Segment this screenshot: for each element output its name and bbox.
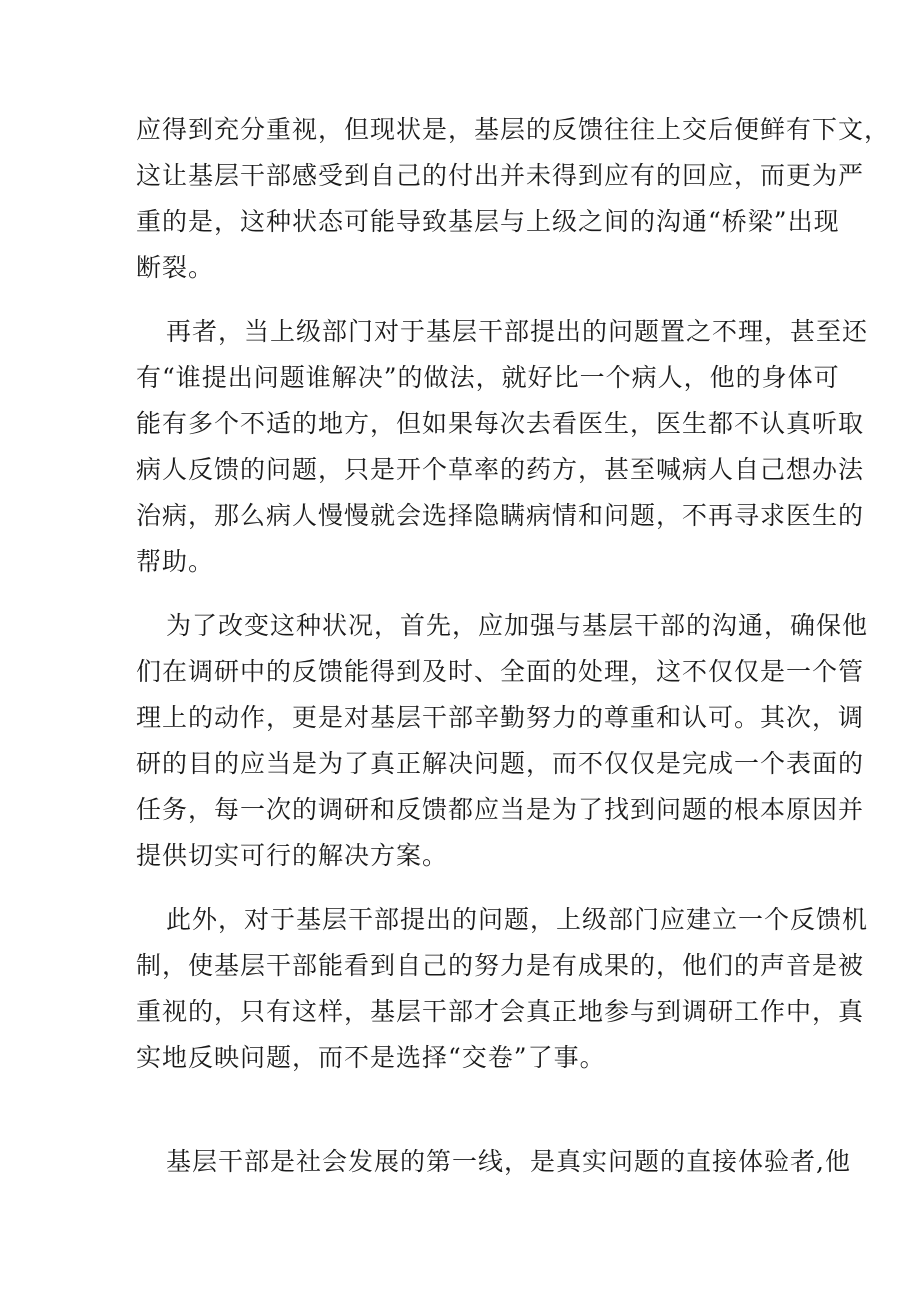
text-line: 理上的动作，更是对基层干部辛勤努力的尊重和认可。其次，调	[136, 703, 865, 732]
text-line: 此外，对于基层干部提出的问题，上级部门应建立一个反馈机	[166, 905, 869, 934]
text-line: 再者，当上级部门对于基层干部提出的问题置之不理，甚至还	[166, 317, 869, 346]
text-line: 这让基层干部感受到自己的付出并未得到应有的回应，而更为严	[136, 161, 865, 190]
text-line: 应得到充分重视，但现状是，基层的反馈往往上交后便鲜有下文，	[136, 115, 891, 144]
text-line: 为了改变这种状况，首先，应加强与基层干部的沟通，确保他	[166, 611, 869, 640]
text-line: 治病，那么病人慢慢就会选择隐瞒病情和问题，不再寻求医生的	[136, 501, 865, 530]
text-line: 重的是，这种状态可能导致基层与上级之间的沟通“桥梁”出现	[136, 207, 840, 236]
text-line: 研的目的应当是为了真正解决问题，而不仅仅是完成一个表面的	[136, 749, 865, 778]
text-line: 实地反映问题，而不是选择“交卷”了事。	[136, 1043, 606, 1072]
text-line: 基层干部是社会发展的第一线，是真实问题的直接体验者,他	[166, 1147, 851, 1176]
text-line: 重视的，只有这样，基层干部才会真正地参与到调研工作中，真	[136, 997, 865, 1026]
text-line: 制，使基层干部能看到自己的努力是有成果的，他们的声音是被	[136, 951, 865, 980]
text-line: 提供切实可行的解决方案。	[136, 841, 449, 870]
text-line: 能有多个不适的地方，但如果每次去看医生，医生都不认真听取	[136, 409, 865, 438]
text-line: 任务，每一次的调研和反馈都应当是为了找到问题的根本原因并	[136, 795, 865, 824]
text-line: 帮助。	[136, 547, 215, 576]
text-line: 病人反馈的问题，只是开个草率的药方，甚至喊病人自己想办法	[136, 455, 865, 484]
text-line: 们在调研中的反馈能得到及时、全面的处理，这不仅仅是一个管	[136, 657, 865, 686]
text-line: 有“谁提出问题谁解决”的做法，就好比一个病人，他的身体可	[136, 363, 840, 392]
text-line: 断裂。	[136, 253, 215, 282]
